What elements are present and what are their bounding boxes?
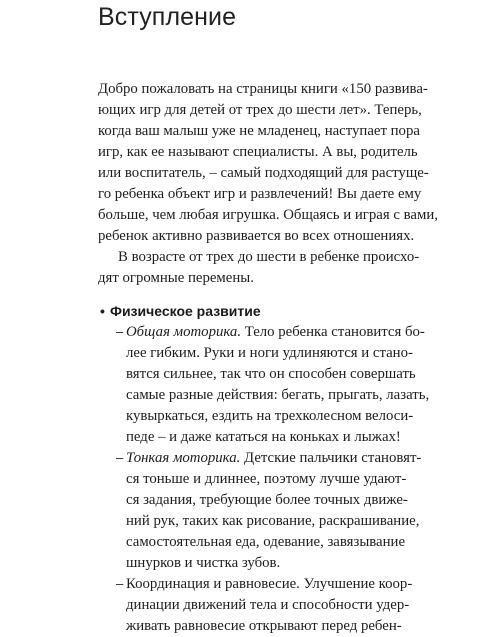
sub-bullet-marker: – [116,324,124,339]
text-line: Добро пожаловать на страницы книги «150 развива- [98,81,428,97]
list-item-first-line [126,321,425,343]
text-line: дят огромные перемены. [98,270,254,286]
text-line: ющих игр для детей от трех до шести лет». Теперь, [98,102,422,118]
sub-bullet-marker: – [116,450,124,465]
text-line: го ребенка объект игр и развлечений! Вы даете ему [98,186,422,202]
sub-bullet-marker: – [116,576,124,591]
list-item-line: ся тоньше и длиннее, поэтому лучше удают- [126,471,407,487]
text-line: игр, как ее называют специалисты. А вы, родитель [98,144,418,160]
list-item-line: вятся сильнее, так что он способен совершать [126,366,416,382]
section-title: Физическое развитие [110,303,261,319]
text-line: больше, чем любая игрушка. Общаясь и играя с вами, [98,207,438,223]
bullet-marker: • [100,303,105,319]
list-item-line: самые разные действия: бегать, прыгать, лазать, [126,387,430,403]
text-line: или воспитатель, – самый подходящий для растуще- [98,165,429,181]
list-item-line: лее гибким. Руки и ноги удлиняются и стано- [126,345,413,361]
list-item-line: педе – и даже кататься на коньках и лыжах! [126,429,401,445]
item-text: Детские пальчики становят- [240,450,422,466]
list-item-line: ний рук, таких как рисование, раскрашивание, [126,513,420,529]
chapter-heading: Вступление [98,3,237,31]
list-item-line: живать равновесие открывают перед ребен- [126,618,402,634]
text-line: В возрасте от трех до шести в ребенке происхо- [118,249,420,265]
text-line: ребенок активно развивается во всех отношениях. [98,228,415,244]
list-item-first-line [126,447,421,469]
item-lead: Тонкая моторика. [126,450,241,466]
text-line: когда ваш малыш уже не младенец, наступает пора [98,123,420,139]
list-item-line: динации движений тела и способности удер- [126,597,410,613]
list-item-line: шнурков и чистка зубов. [126,555,281,571]
item-lead: Общая моторика. [126,324,242,340]
list-item-first-line: Координация и равновесие. Улучшение коор- [126,576,413,592]
item-text: Тело ребенка становится бо- [241,324,425,340]
list-item-line: ся задания, требующие более точных движе- [126,492,408,508]
list-item-line: самостоятельная еда, одевание, завязывание [126,534,406,550]
list-item-line: кувыркаться, ездить на трехколесном велоси- [126,408,414,424]
